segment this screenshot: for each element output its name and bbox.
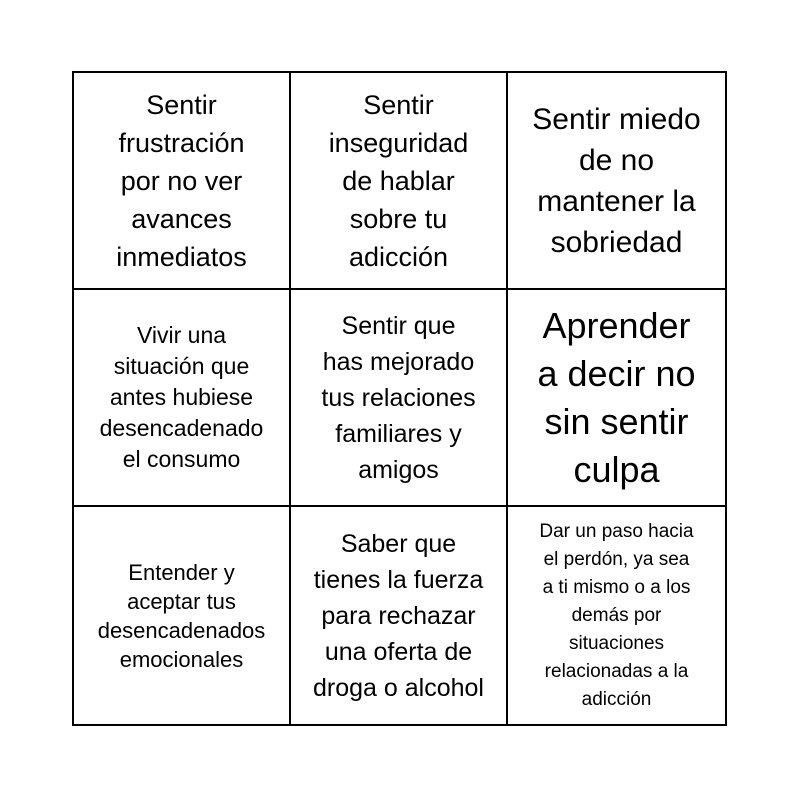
bingo-cell-9[interactable] (508, 507, 725, 724)
bingo-cell-text: Aprender a decir no sin sentir culpa (537, 304, 696, 490)
bingo-cell-3[interactable] (508, 73, 725, 290)
bingo-cell-8[interactable] (291, 507, 508, 724)
bingo-cell-7[interactable] (74, 507, 291, 724)
bingo-cell-text: Entender y aceptar tus desencadenados emocionales (97, 559, 266, 672)
bingo-cell-2[interactable] (291, 73, 508, 290)
bingo-cell-1[interactable] (74, 73, 291, 290)
bingo-cell-text: Sentir miedo de no mantener la sobriedad (532, 102, 701, 259)
bingo-cell-text: Vivir una situación que antes hubiese desencadenado el consumo (99, 322, 264, 472)
bingo-board (72, 71, 727, 726)
bingo-cell-text: Saber que tienes la fuerza para rechazar una oferta de droga o alcohol (313, 529, 484, 702)
bingo-cell-text: Sentir frustración por no ver avances inmediatos (116, 89, 247, 272)
bingo-cell-text: Dar un paso hacia el perdón, ya sea a ti mismo o a los demás por situaciones relacionadas a la adicción (539, 520, 694, 710)
bingo-cell-6[interactable] (508, 290, 725, 507)
bingo-cell-4[interactable] (74, 290, 291, 507)
bingo-cell-text: Sentir que has mejorado tus relaciones familiares y amigos (321, 311, 476, 484)
bingo-cell-5[interactable] (291, 290, 508, 507)
bingo-cell-text: Sentir inseguridad de hablar sobre tu adicción (328, 89, 469, 272)
